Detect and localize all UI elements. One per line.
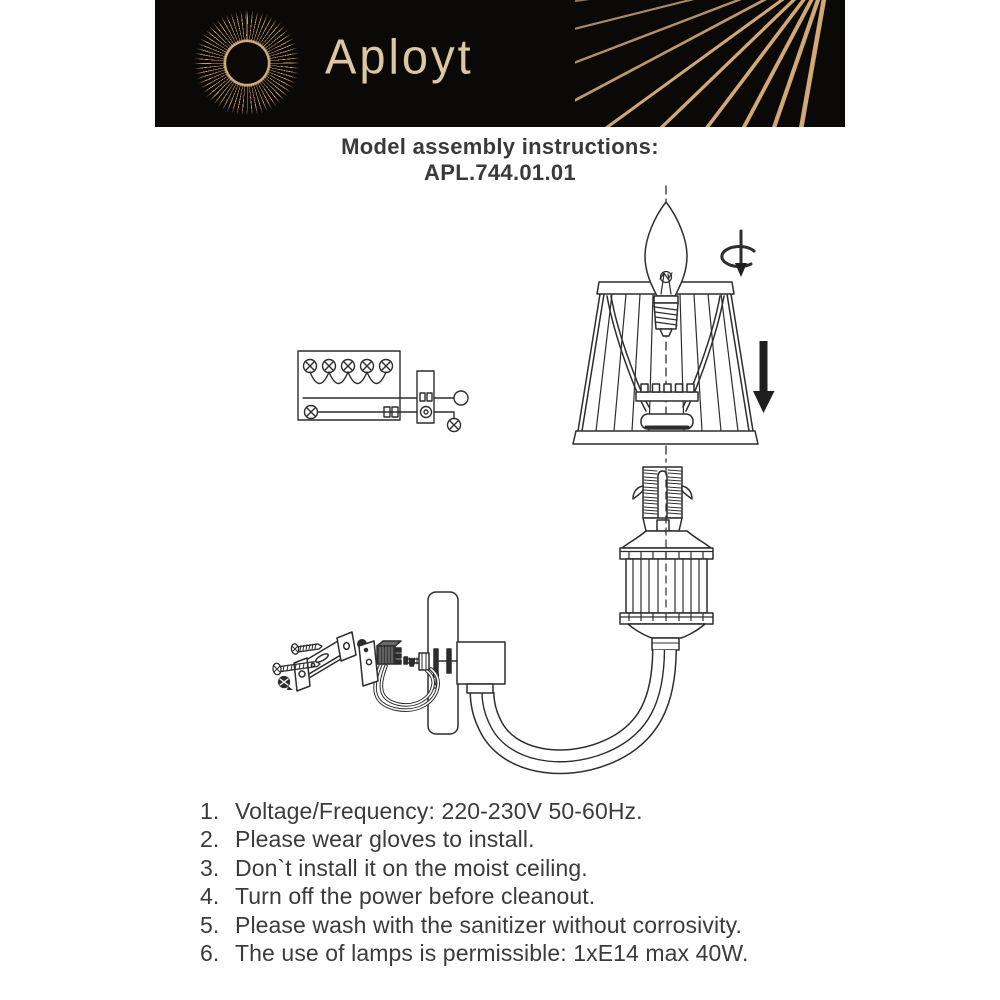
mounting-box xyxy=(457,642,505,684)
list-item xyxy=(200,882,748,910)
item-number: 4. xyxy=(200,883,220,910)
down-arrow-icon xyxy=(753,341,775,413)
item-number: 1. xyxy=(200,798,220,824)
shade-bottom-rim xyxy=(573,431,758,444)
curved-arm-drawing xyxy=(482,650,665,762)
item-number: 3. xyxy=(200,854,220,881)
item-text: Please wear gloves to install. xyxy=(235,826,535,853)
mounting-bracket-drawing xyxy=(294,632,378,691)
model-number: APL.744.01.01 xyxy=(424,160,576,185)
brand-wordmark: Aployt xyxy=(325,28,474,85)
rotation-arrow-icon xyxy=(722,231,754,277)
wiring-schematic-drawing xyxy=(298,351,468,432)
screw-flat-head xyxy=(279,677,294,691)
list-item xyxy=(200,854,748,882)
item-number: 5. xyxy=(200,911,220,938)
instruction-list xyxy=(200,797,748,967)
item-text: The use of lamps is permissible: 1xE14 max 40W. xyxy=(235,940,749,967)
wall-plate xyxy=(428,592,458,734)
list-item xyxy=(200,825,748,853)
bracket-plate xyxy=(359,641,378,686)
schematic-lamp-symbols xyxy=(304,360,393,373)
item-number: 6. xyxy=(200,940,220,967)
list-item xyxy=(200,939,748,967)
item-number: 2. xyxy=(200,826,220,853)
list-item xyxy=(200,797,748,825)
list-item xyxy=(200,911,748,939)
item-text: Voltage/Frequency: 220-230V 50-60Hz. xyxy=(235,798,643,824)
socket-and-body-drawing xyxy=(620,467,713,650)
page-title: Model assembly instructions: xyxy=(341,134,659,159)
shade-adapter-bracket xyxy=(636,384,698,401)
item-text: Don`t install it on the moist ceiling. xyxy=(235,854,588,881)
item-text: Turn off the power before cleanout. xyxy=(235,883,596,910)
item-text: Please wash with the sanitizer without corrosivity. xyxy=(235,911,743,938)
